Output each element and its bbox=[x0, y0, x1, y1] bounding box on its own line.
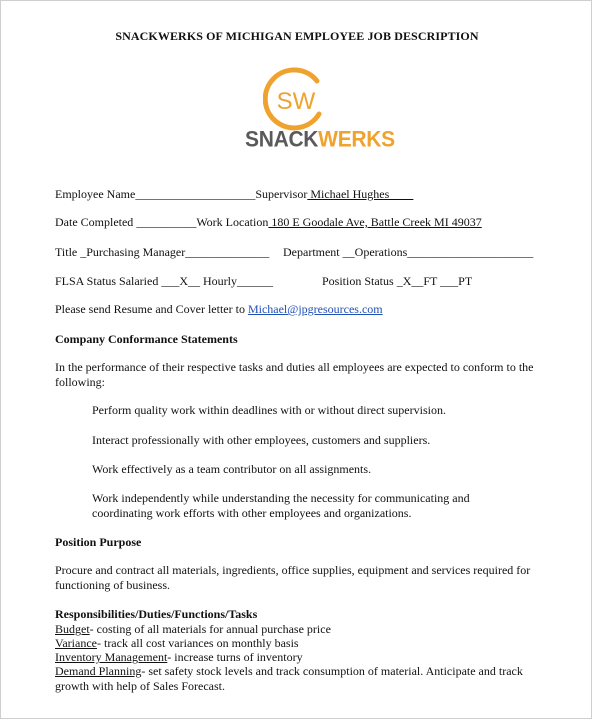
date-location-line bbox=[55, 215, 482, 229]
title-department-line bbox=[55, 245, 269, 259]
logo-word-snack: SNACK bbox=[245, 127, 319, 152]
date-completed-label: Date Completed bbox=[55, 215, 134, 229]
conformance-item: Work effectively as a team contributor on all assignments. bbox=[92, 462, 372, 476]
svg-text:SW: SW bbox=[276, 88, 316, 115]
date-completed-value: __________ bbox=[133, 215, 197, 229]
document-title: SNACKWERKS OF MICHIGAN EMPLOYEE JOB DESCRIPTION bbox=[115, 29, 479, 43]
position-status-value: _X__FT ___PT bbox=[393, 274, 473, 288]
employee-name-label: Employee Name bbox=[55, 187, 136, 201]
purpose-text: Procure and contract all materials, ingredients, office supplies, equipment and services required for functioning of business. bbox=[55, 563, 531, 592]
snackwerks-logo-wordmark bbox=[245, 127, 395, 152]
flsa-hourly-value: ______ bbox=[237, 274, 274, 288]
snackwerks-logo-mark bbox=[263, 67, 329, 133]
responsibility-desc: - increase turns of inventory bbox=[167, 650, 303, 664]
flsa-line bbox=[55, 274, 273, 288]
responsibility-desc: - costing of all materials for annual purchase price bbox=[89, 622, 331, 636]
responsibility-item bbox=[55, 636, 299, 650]
responsibility-item bbox=[55, 622, 331, 636]
conformance-item: Interact professionally with other employees, customers and suppliers. bbox=[92, 433, 431, 447]
department-group bbox=[283, 245, 533, 259]
position-status-group bbox=[322, 274, 472, 288]
title-value: _Purchasing Manager______________ bbox=[77, 245, 270, 259]
responsibility-item bbox=[55, 664, 525, 694]
logo-word-werks: WERKS bbox=[318, 127, 395, 152]
flsa-label: FLSA Status Salaried bbox=[55, 274, 159, 288]
work-location-label: Work Location bbox=[196, 215, 269, 229]
purpose-heading: Position Purpose bbox=[55, 535, 142, 549]
conformance-intro: In the performance of their respective tasks and duties all employees are expected to conform to the following: bbox=[55, 360, 534, 389]
position-status-label: Position Status bbox=[322, 274, 394, 288]
supervisor-value: Michael Hughes____ bbox=[307, 187, 414, 201]
work-location-value: 180 E Goodale Ave, Battle Creek MI 49037 bbox=[268, 215, 482, 229]
conformance-item: Perform quality work within deadlines with or without direct supervision. bbox=[92, 403, 446, 417]
resume-email-link[interactable]: Michael@jpgresources.com bbox=[247, 302, 383, 316]
responsibility-term: Variance bbox=[55, 636, 97, 650]
responsibility-term: Demand Planning bbox=[55, 664, 142, 678]
resume-text: Please send Resume and Cover letter to bbox=[55, 302, 248, 316]
flsa-salaried-value: ___X__ bbox=[158, 274, 201, 288]
title-label: Title bbox=[55, 245, 78, 259]
conformance-heading: Company Conformance Statements bbox=[55, 332, 238, 346]
responsibility-item bbox=[55, 650, 303, 664]
department-value: __Operations_____________________ bbox=[339, 245, 534, 259]
responsibility-desc: - track all cost variances on monthly basis bbox=[96, 636, 299, 650]
flsa-hourly-label: Hourly bbox=[200, 274, 238, 288]
department-label: Department bbox=[283, 245, 340, 259]
responsibilities-heading: Responsibilities/Duties/Functions/Tasks bbox=[55, 607, 258, 621]
supervisor-label: Supervisor bbox=[255, 187, 308, 201]
responsibility-term: Inventory Management bbox=[55, 650, 168, 664]
employee-name-value: ____________________ bbox=[135, 187, 256, 201]
employee-supervisor-line bbox=[55, 187, 413, 201]
resume-line bbox=[55, 302, 383, 316]
conformance-item: Work independently while understanding the necessity for communicating and coordinating work efforts with other employees and organizations. bbox=[92, 491, 470, 520]
responsibility-desc: - set safety stock levels and track consumption of material. Anticipate and track growth with help of Sales Forecast. bbox=[55, 664, 523, 693]
responsibility-term: Budget bbox=[55, 622, 90, 636]
